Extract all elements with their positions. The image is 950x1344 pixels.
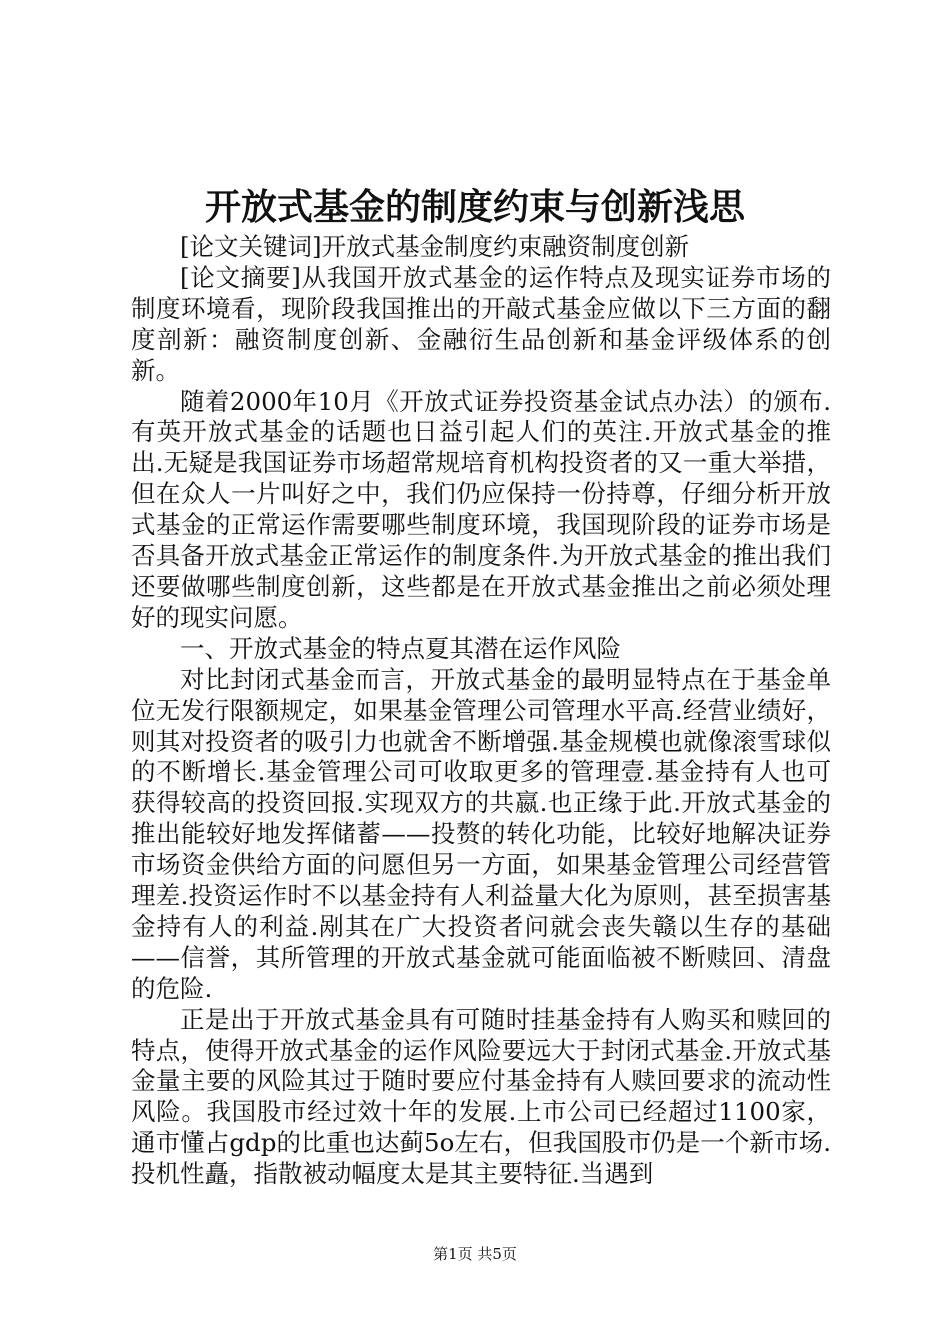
document-body	[131, 232, 831, 1190]
body-paragraph: 对比封闭式基金而言，开放式基金的最明显特点在于基金单位无发行限额规定，如果基金管理公司管理水平高.经营业绩好，则其对投资者的吸引力也就舍不断增强.基金规模也就像滚雪球似的不断增长.基金管理公司可收取更多的管理壹.基金持有人也可获得较高的投资回报.实现双方的共嬴.也正缘于此.开放式基金的推出能较好地发挥储蓄——投赘的转化功能，比较好地解决证券市场资金供给方面的问愿但另一方面，如果基金管理公司经营管理差.投资运作时不以基金持有人利益量大化为原则，甚至损害基金持有人的利益.剐其在广大投资者问就会丧失赣以生存的基础——信誉，其所管理的开放式基金就可能面临被不断赎回、清盘的危险.	[131, 664, 831, 1003]
page-number: 第1页 共5页	[433, 1245, 517, 1263]
abstract-paragraph: [论文摘要]从我国开放式基金的运作特点及现实证券市场的制度环境看，现阶段我国推出的开敲式基金应做以下三方面的翻度剖新：融资制度创新、金融衍生品创新和基金评级体系的创新。	[131, 262, 831, 385]
document-title: 开放式基金的制度约束与创新浅思	[204, 186, 745, 228]
section-heading: 一、开放式基金的特点夏其潜在运作风险	[180, 633, 621, 663]
body-paragraph: 随着2000年10月《开放式证券投资基金试点办法）的颁布.有英开放式基金的话题也日益引起人们的英注.开放式基金的推出.无疑是我国证券市场超常规培育机构投资者的又一重大举措，但在众人一片叫好之中，我们仍应保持一份持尊，仔细分析开放式基金的正常运作需要哪些制度环境，我国现阶段的证券市场是否具备开放式基金正常运作的制度条件.为开放式基金的推出我们还要做哪些制度创新，这些都是在开放式基金推出之前必须处理好的现实问愿。	[131, 386, 831, 632]
keywords-paragraph: [论文关键词]开放式基金制度约束融资制度创新	[180, 232, 690, 261]
body-paragraph: 正是出于开放式基金具有可随时挂基金持有人购买和赎回的特点，使得开放式基金的运作风险要远大于封闭式基金.开放式基金量主要的风险其过于随时要应付基金持有人赎回要求的流动性风险。我国股市经过效十年的发展.上市公司已经超过1100家，通市懂占gdp的比重也达蓟5o左右，但我国股市仍是一个新市场.投机性矗，指散被动幅度太是其主要特征.当遇到	[131, 1004, 831, 1189]
